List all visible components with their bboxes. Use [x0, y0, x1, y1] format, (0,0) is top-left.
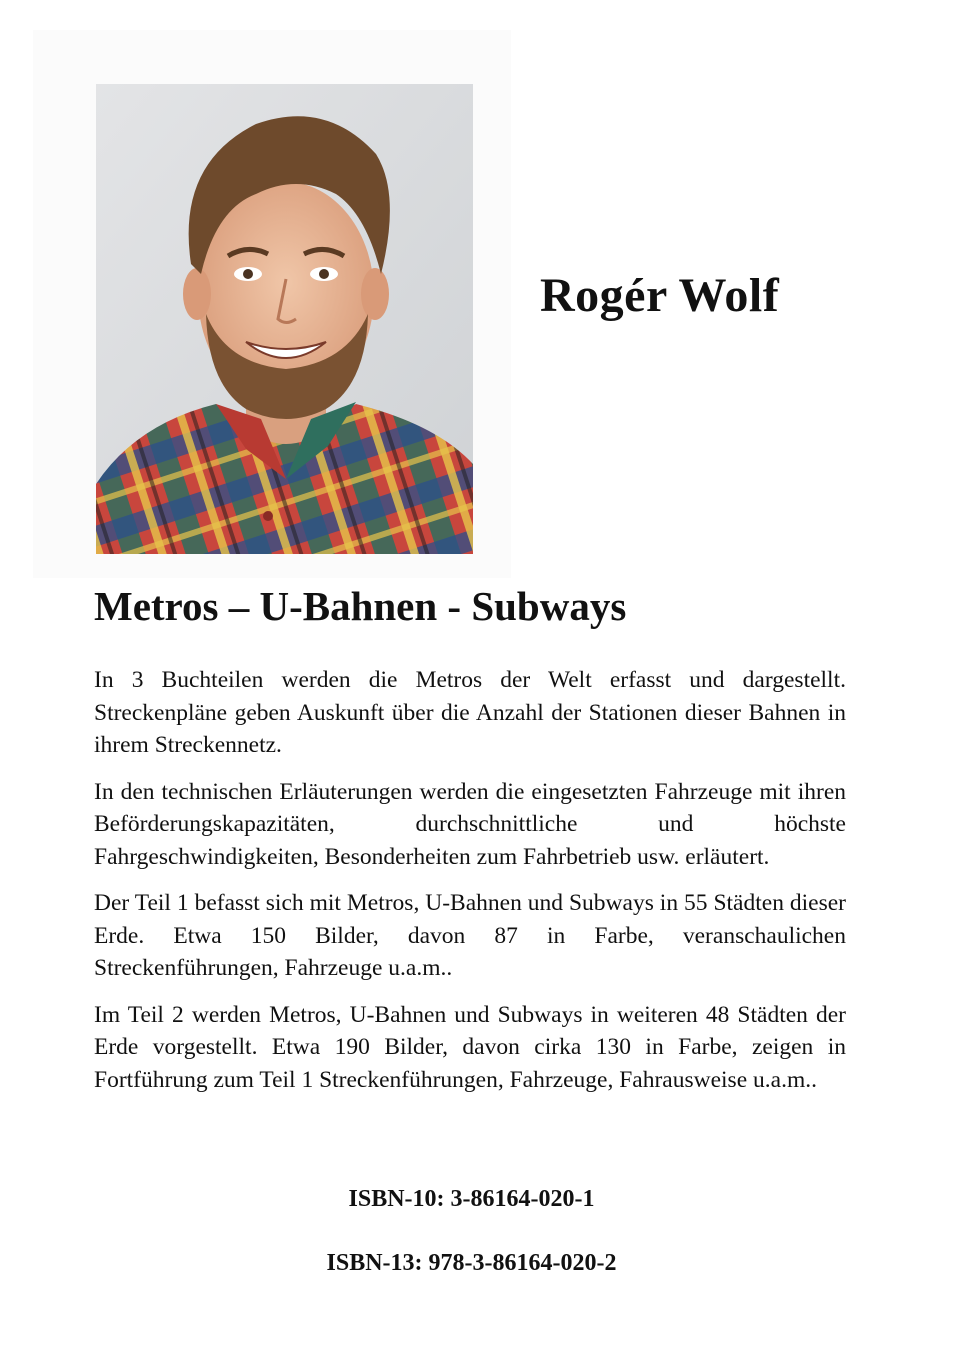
author-name: Rogér Wolf [540, 269, 780, 322]
portrait-illustration [96, 84, 473, 554]
author-portrait [96, 84, 473, 554]
description-paragraph-2: In den technischen Erläuterungen werden die eingesetzten Fahrzeuge mit ihren Beförderungskapazitäten, durchschnittliche und höchste Fahrgeschwindigkeiten, Besonderheiten zum Fahrbetrieb usw. erläutert. [94, 778, 846, 870]
description-paragraph-1: In 3 Buchteilen werden die Metros der Welt erfasst und dargestellt. Streckenpläne geben Auskunft über die Anzahl der Stationen dieser Bahnen in ihrem Streckennetz. [94, 667, 846, 758]
description [94, 664, 846, 1110]
book-title: Metros – U-Bahnen - Subways [94, 583, 627, 629]
description-paragraph-4: Im Teil 2 werden Metros, U-Bahnen und Subways in weiteren 48 Städten der Erde vorgestellt. Etwa 190 Bilder, davon cirka 130 in Farbe, zeigen in Fortführung zum Teil 1 Streckenführungen, Fahrzeuge, Fahrausweise u.a.m.. [94, 1001, 846, 1093]
description-paragraph-3: Der Teil 1 befasst sich mit Metros, U-Bahnen und Subways in 55 Städten dieser Erde. Etwa 150 Bilder, davon 87 in Farbe, veranschaulichen Streckenführungen, Fahrzeuge u.a.m.. [94, 890, 846, 981]
isbn-13: ISBN-13: 978-3-86164-020-2 [326, 1250, 617, 1276]
isbn-10: ISBN-10: 3-86164-020-1 [348, 1186, 595, 1212]
